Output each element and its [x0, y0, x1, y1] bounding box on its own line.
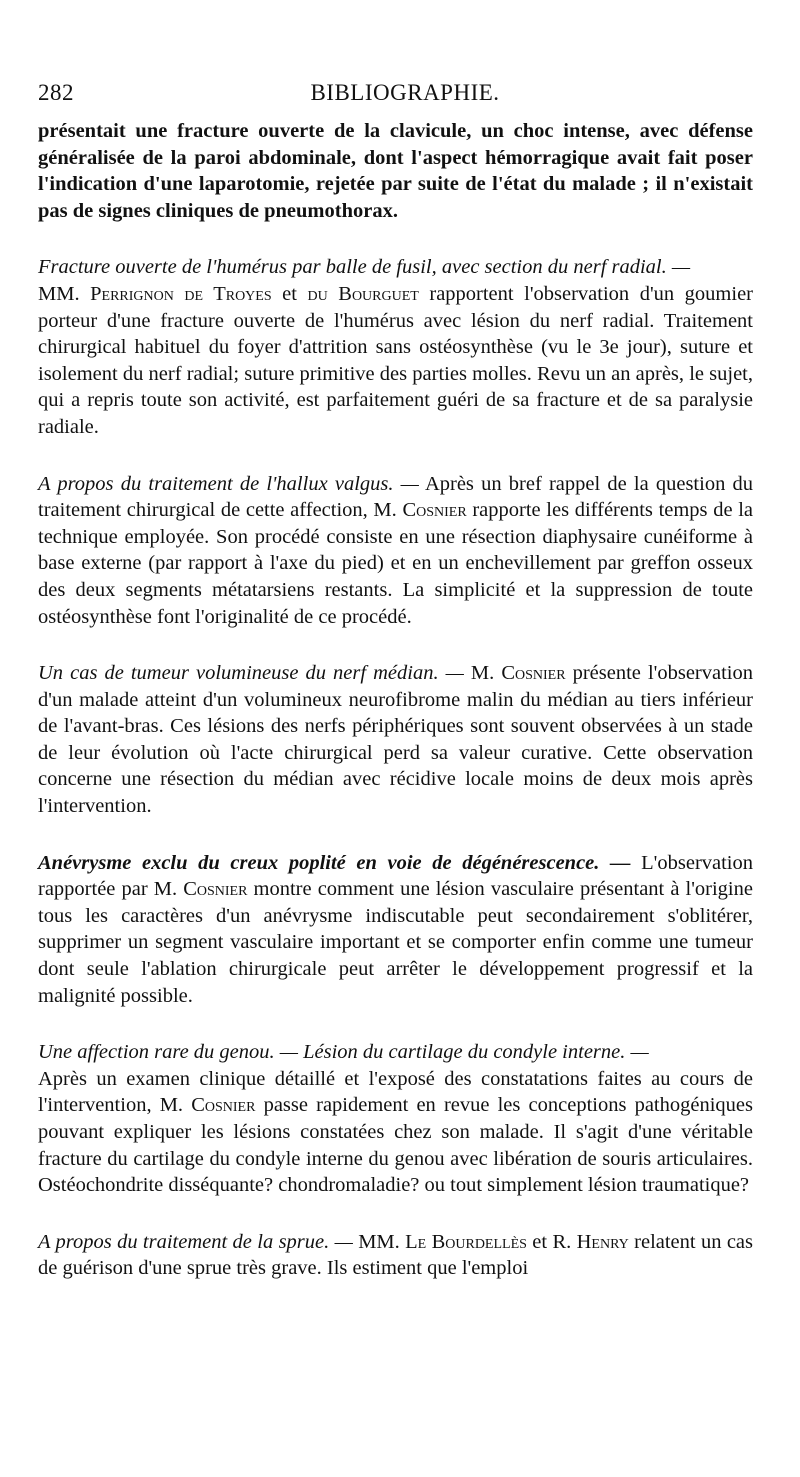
paragraph-text: M. [463, 662, 502, 685]
running-title: BIBLIOGRAPHIE. [310, 80, 500, 105]
section-heading: Un cas de tumeur volumineuse du nerf médian. — [38, 662, 464, 685]
paragraph-text: Après un examen clinique détaillé et l'exposé des constatations faites au cours de l'intervention, M. [38, 1067, 753, 1117]
paragraph-text: L'observation rapportée par M. [38, 851, 754, 901]
paragraph-text: rapportent l'observation d'un goumier porteur d'une fracture ouverte de l'humérus avec lésion du nerf radial. Traitement chirurgical habituel du foyer d'attrition sans ostéosynthèse (vu le 3e jour), suture et isolement du nerf radial; suture primitive des parties molles. Revu un an après, le sujet, qui a repris toute son activité, est parfaitement guéri de sa fracture et de sa paralysie radiale. [38, 282, 753, 438]
authors-connector: et R. [526, 1230, 577, 1253]
authors-connector: et [271, 282, 308, 305]
paragraph-continuation [38, 118, 753, 224]
paragraph-text: montre comment une lésion vasculaire présentant à l'origine tous les caractères d'un anévrysme indiscutable peut secondairement s'oblitérer, supprimer un segment vasculaire important et se comporter enfin comme une tumeur dont seule l'ablation chirurgicale peut arrêter le développement progressif et la malignité possible. [38, 878, 753, 1007]
paragraph-text: Après un bref rappel de la question du traitement chirurgical de cette affection, M. [38, 472, 753, 522]
paragraph-knee [38, 1039, 753, 1199]
author-name: Perrignon de Troyes [90, 282, 272, 305]
section-heading: Une affection rare du genou. — Lésion du cartilage du condyle interne. — [38, 1041, 649, 1064]
section-heading: A propos du traitement de la sprue. — [38, 1230, 353, 1253]
authors-prefix: MM. [352, 1230, 406, 1253]
article-body [38, 118, 753, 1282]
author-name: Cosnier [402, 499, 467, 522]
paragraph-hallux-valgus [38, 471, 753, 631]
author-name: du Bourguet [307, 282, 419, 305]
paragraph-aneurysm [38, 850, 753, 1010]
paragraph-text: relatent un cas de guérison d'une sprue très grave. Ils estiment que l'emploi [38, 1230, 754, 1280]
author-name: Henry [576, 1230, 629, 1253]
page-number: 282 [38, 80, 74, 105]
paragraph-sprue [38, 1229, 753, 1282]
section-heading: Anévrysme exclu du creux poplité en voie de dégénérescence. — [38, 851, 631, 874]
paragraph-text: rapporte les différents temps de la technique employée. Son procédé consiste en une résection diaphysaire cunéiforme à base externe (par rapport à l'axe du pied) et en un enchevillement par greffon osseux des deux segments métatarsiens restants. La simplicité et la suppression de toute ostéosynthèse font l'originalité de ce procédé. [38, 499, 753, 628]
page-header [38, 80, 752, 112]
section-heading: A propos du traitement de l'hallux valgus. — [38, 472, 419, 495]
paragraph-humerus [38, 254, 753, 440]
paragraph-median-nerve [38, 660, 753, 820]
author-name: Cosnier [183, 878, 248, 901]
author-name: Le Bourdellès [405, 1230, 527, 1253]
author-name: Cosnier [191, 1094, 256, 1117]
authors-prefix: MM. [38, 282, 91, 305]
paragraph-text: présentait une fracture ouverte de la clavicule, un choc intense, avec défense généralisée de la paroi abdominale, dont l'aspect hémorragique avait fait poser l'indication d'une laparotomie, rejetée par suite de l'état du malade ; il n'existait pas de signes cliniques de pneumothorax. [38, 120, 753, 222]
paragraph-text: passe rapidement en revue les conceptions pathogéniques pouvant expliquer les lésions constatées chez son malade. Il s'agit d'une véritable fracture du cartilage du condyle interne du genou avec libération de souris articulaires. Ostéochondrite disséquante? chondromaladie? ou tout simplement lésion traumatique? [38, 1094, 753, 1197]
paragraph-text: présente l'observation d'un malade atteint d'un volumineux neurofibrome malin du médian au tiers inférieur de l'avant-bras. Ces lésions des nerfs périphériques sont souvent observées à un stade de leur évolution où l'acte chirurgical perd sa valeur curative. Cette observation concerne une résection du médian avec récidive locale moins de deux mois après l'intervention. [38, 662, 753, 818]
author-name: Cosnier [501, 662, 566, 685]
section-heading: Fracture ouverte de l'humérus par balle de fusil, avec section du nerf radial. — [38, 256, 691, 279]
